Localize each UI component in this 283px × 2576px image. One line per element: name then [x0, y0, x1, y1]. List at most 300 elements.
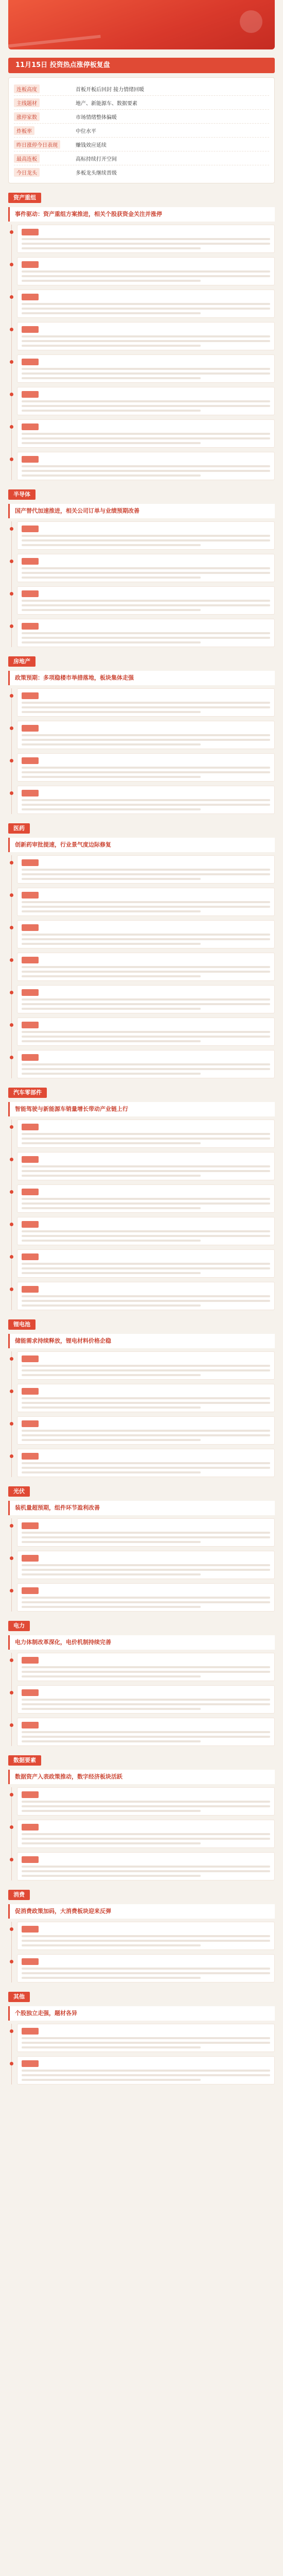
stock-name-badge [22, 1388, 39, 1395]
stock-text-line [22, 2070, 270, 2072]
stock-name-badge [22, 1054, 39, 1061]
stock-list [11, 855, 275, 1078]
stock-text-line [22, 280, 201, 282]
stock-text-line [22, 368, 270, 370]
section-lead: 政策预期：多项稳楼市举措落地，板块集体走强 [8, 671, 275, 685]
stock-text-line [22, 1138, 270, 1140]
summary-key: 今日龙头 [14, 168, 76, 177]
stock-card[interactable] [17, 1518, 275, 1547]
stock-text-line [22, 901, 270, 903]
stock-text-line [22, 1875, 201, 1877]
stock-text-line [22, 1369, 270, 1371]
stock-name-badge [22, 391, 39, 398]
banner-decoration [8, 35, 101, 49]
stock-text-line [22, 1536, 270, 1538]
stock-card[interactable] [17, 1954, 275, 1982]
stock-text-line [22, 544, 201, 546]
stock-text-line [22, 433, 270, 435]
stock-text-line [22, 1430, 270, 1432]
summary-key: 最高连板 [14, 154, 76, 163]
stock-list [11, 1120, 275, 1310]
summary-key: 连板高度 [14, 84, 76, 93]
stock-text-line [22, 442, 201, 444]
stock-card[interactable] [17, 888, 275, 916]
section-lead: 个股独立走强，题材各异 [8, 2006, 275, 2021]
stock-list [11, 1653, 275, 1746]
section-tag: 数据要素 [8, 1755, 41, 1766]
stock-text-line [22, 1207, 201, 1209]
stock-name-badge [22, 261, 39, 268]
stock-name-badge [22, 2060, 39, 2067]
summary-row [14, 151, 269, 165]
stock-name-badge [22, 1355, 39, 1362]
stock-text-line [22, 270, 270, 273]
stock-card[interactable] [17, 953, 275, 981]
stock-text-line [22, 808, 201, 810]
stock-text-line [22, 975, 201, 977]
stock-card[interactable] [17, 586, 275, 615]
stock-text-line [22, 910, 201, 912]
theme-section [8, 1486, 275, 1612]
stock-name-badge [22, 1958, 39, 1965]
stock-card[interactable] [17, 2024, 275, 2052]
stock-text-line [22, 1272, 201, 1274]
stock-text-line [22, 1439, 201, 1441]
summary-key: 炸板率 [14, 126, 76, 135]
stock-text-line [22, 1569, 270, 1571]
section-lead: 智能驾驶与新能源车销量增长带动产业链上行 [8, 1102, 275, 1116]
stock-name-badge [22, 326, 39, 333]
stock-text-line [22, 1736, 270, 1738]
stock-text-line [22, 934, 270, 936]
stock-name-badge [22, 757, 39, 764]
stock-text-line [22, 535, 270, 537]
stock-text-line [22, 1740, 201, 1742]
stock-text-line [22, 377, 201, 379]
stock-text-line [22, 1870, 270, 1872]
stock-name-badge [22, 1926, 39, 1933]
stock-text-line [22, 1175, 201, 1177]
stock-name-badge [22, 692, 39, 699]
stock-card[interactable] [17, 1282, 275, 1310]
stock-list [11, 225, 275, 480]
stock-text-line [22, 470, 270, 472]
stock-text-line [22, 275, 270, 277]
stock-text-line [22, 2037, 270, 2039]
stock-text-line [22, 1230, 270, 1232]
section-tag: 半导体 [8, 489, 36, 500]
stock-list [11, 1351, 275, 1477]
stock-text-line [22, 1434, 270, 1436]
stock-name-badge [22, 359, 39, 365]
stock-card[interactable] [17, 1249, 275, 1278]
stock-card[interactable] [17, 1416, 275, 1445]
stock-text-line [22, 873, 270, 875]
stock-text-line [22, 1699, 270, 1701]
date-title: 11月15日 投资热点涨停板复盘 [8, 58, 275, 73]
stock-name-badge [22, 456, 39, 463]
stock-card[interactable] [17, 1120, 275, 1148]
stock-text-line [22, 2046, 201, 2048]
stock-card[interactable] [17, 1922, 275, 1950]
stock-text-line [22, 308, 270, 310]
stock-text-line [22, 1165, 270, 1167]
stock-text-line [22, 1040, 201, 1042]
stock-card[interactable] [17, 1787, 275, 1816]
theme-section [8, 823, 275, 1078]
stock-card[interactable] [17, 419, 275, 448]
stock-text-line [22, 1467, 270, 1469]
stock-name-badge [22, 957, 39, 963]
stock-name-badge [22, 1453, 39, 1460]
summary-key: 主线题材 [14, 98, 76, 107]
stock-list [11, 1922, 275, 1982]
stock-card[interactable] [17, 452, 275, 480]
stock-text-line [22, 400, 270, 402]
stock-text-line [22, 1944, 201, 1946]
stock-text-line [22, 1133, 270, 1135]
stock-name-badge [22, 623, 39, 630]
stock-text-line [22, 804, 270, 806]
stock-text-line [22, 1397, 270, 1399]
stock-card[interactable] [17, 855, 275, 884]
section-lead: 电力体制改革深化，电价机制持续完善 [8, 1635, 275, 1650]
stock-card[interactable] [17, 290, 275, 318]
stock-text-line [22, 743, 201, 745]
stock-name-badge [22, 1286, 39, 1293]
stock-name-badge [22, 1522, 39, 1529]
stock-card[interactable] [17, 1685, 275, 1714]
section-tag: 房地产 [8, 656, 36, 667]
stock-text-line [22, 711, 201, 713]
stock-text-line [22, 1471, 201, 1473]
stock-text-line [22, 739, 270, 741]
stock-text-line [22, 1601, 270, 1603]
stock-text-line [22, 1142, 201, 1144]
stock-name-badge [22, 1824, 39, 1831]
stock-name-badge [22, 1657, 39, 1664]
section-tag: 消费 [8, 1890, 30, 1900]
stock-text-line [22, 303, 270, 305]
stock-text-line [22, 1675, 201, 1677]
stock-list [11, 688, 275, 814]
stock-name-badge [22, 229, 39, 235]
stock-text-line [22, 998, 270, 1001]
theme-section [8, 1319, 275, 1477]
stock-card[interactable] [17, 354, 275, 383]
stock-text-line [22, 247, 201, 249]
stock-text-line [22, 577, 201, 579]
stock-name-badge [22, 590, 39, 597]
stock-text-line [22, 1731, 270, 1733]
stock-text-line [22, 1708, 201, 1710]
stock-text-line [22, 799, 270, 801]
stock-list [11, 2024, 275, 2084]
stock-name-badge [22, 423, 39, 430]
stock-card[interactable] [17, 257, 275, 285]
stock-text-line [22, 1365, 270, 1367]
stock-text-line [22, 1810, 201, 1812]
section-lead: 创新药审批提速，行业景气度边际修复 [8, 838, 275, 852]
stock-text-line [22, 465, 270, 467]
section-tag: 资产重组 [8, 193, 41, 203]
stock-card[interactable] [17, 920, 275, 948]
theme-section [8, 1621, 275, 1746]
stock-card[interactable] [17, 521, 275, 550]
stock-text-line [22, 1940, 270, 1942]
stock-text-line [22, 609, 201, 611]
stock-text-line [22, 1972, 270, 1974]
stock-text-line [22, 1068, 270, 1070]
theme-section [8, 1992, 275, 2084]
summary-value: 市场情绪整体偏暖 [76, 114, 117, 121]
stock-name-badge [22, 1856, 39, 1863]
stock-text-line [22, 702, 270, 704]
stock-text-line [22, 1597, 270, 1599]
stock-text-line [22, 1573, 201, 1575]
stock-text-line [22, 1838, 270, 1840]
stock-text-line [22, 1532, 270, 1534]
stock-text-line [22, 243, 270, 245]
stock-card[interactable] [17, 786, 275, 814]
stock-text-line [22, 474, 201, 477]
section-tag: 其他 [8, 1992, 30, 2002]
stock-card[interactable] [17, 619, 275, 647]
theme-section [8, 193, 275, 480]
stock-card[interactable] [17, 1384, 275, 1412]
stock-text-line [22, 1063, 270, 1065]
stock-name-badge [22, 892, 39, 899]
stock-text-line [22, 1202, 270, 1205]
summary-row [14, 82, 269, 96]
summary-value: 多板龙头继续晋级 [76, 170, 117, 176]
stock-text-line [22, 340, 270, 342]
stock-card[interactable] [17, 688, 275, 717]
section-lead: 国产替代加速推进，相关公司订单与业绩预期改善 [8, 504, 275, 518]
section-tag: 锂电池 [8, 1319, 36, 1330]
stock-text-line [22, 1267, 270, 1269]
summary-row [14, 110, 269, 124]
stock-text-line [22, 604, 270, 606]
stock-text-line [22, 1003, 270, 1005]
theme-section [8, 489, 275, 647]
stock-name-badge [22, 1221, 39, 1228]
stock-card[interactable] [17, 985, 275, 1013]
section-lead: 促消费政策加码，大消费板块迎来反弹 [8, 1904, 275, 1919]
section-lead: 装机量超预期，组件环节盈利改善 [8, 1501, 275, 1515]
stock-text-line [22, 1198, 270, 1200]
stock-text-line [22, 238, 270, 240]
stock-list [11, 1518, 275, 1612]
summary-value: 地产、新能源车、数据要素 [76, 100, 137, 107]
stock-text-line [22, 335, 270, 337]
stock-card[interactable] [17, 1820, 275, 1848]
stock-text-line [22, 767, 270, 769]
stock-card[interactable] [17, 753, 275, 782]
summary-value: 中位水平 [76, 128, 96, 134]
stock-text-line [22, 641, 201, 643]
section-lead: 事件驱动：资产重组方案推进，相关个股获资金关注并涨停 [8, 207, 275, 222]
stock-name-badge [22, 1587, 39, 1594]
stock-card[interactable] [17, 1852, 275, 1880]
stock-text-line [22, 771, 270, 773]
stock-text-line [22, 372, 270, 375]
stock-name-badge [22, 989, 39, 996]
stock-text-line [22, 1833, 270, 1835]
stock-text-line [22, 1703, 270, 1705]
stock-text-line [22, 1666, 270, 1668]
stock-text-line [22, 1866, 270, 1868]
stock-text-line [22, 1235, 270, 1237]
stock-text-line [22, 734, 270, 736]
stock-name-badge [22, 526, 39, 532]
theme-section [8, 1755, 275, 1880]
theme-section [8, 656, 275, 814]
stock-text-line [22, 1801, 270, 1803]
stock-card[interactable] [17, 1551, 275, 1579]
summary-row [14, 124, 269, 138]
stock-name-badge [22, 1189, 39, 1195]
stock-text-line [22, 1462, 270, 1464]
stock-text-line [22, 1263, 270, 1265]
stock-text-line [22, 1564, 270, 1566]
section-lead: 数据资产入表政策推动，数字经济板块活跃 [8, 1770, 275, 1784]
stock-name-badge [22, 2028, 39, 2035]
section-tag: 汽车零部件 [8, 1088, 47, 1098]
stock-text-line [22, 1977, 201, 1979]
section-tag: 电力 [8, 1621, 30, 1631]
stock-text-line [22, 632, 270, 634]
stock-text-line [22, 1240, 201, 1242]
stock-text-line [22, 572, 270, 574]
stock-text-line [22, 1968, 270, 1970]
stock-text-line [22, 1036, 270, 1038]
stock-name-badge [22, 294, 39, 300]
header-banner [8, 0, 275, 49]
stock-text-line [22, 1406, 201, 1409]
stock-text-line [22, 706, 270, 708]
stock-card[interactable] [17, 1018, 275, 1046]
stock-text-line [22, 1295, 270, 1297]
summary-row [14, 165, 269, 179]
stock-text-line [22, 1402, 270, 1404]
stock-text-line [22, 437, 270, 439]
stock-text-line [22, 1374, 201, 1376]
stock-text-line [22, 869, 270, 871]
theme-section [8, 1890, 275, 1982]
stock-card[interactable] [17, 1184, 275, 1213]
section-lead: 储能需求持续释放，锂电材料价格企稳 [8, 1334, 275, 1348]
stock-text-line [22, 1935, 270, 1937]
stock-card[interactable] [17, 1152, 275, 1180]
summary-row [14, 96, 269, 110]
stock-list [11, 1787, 275, 1880]
summary-value: 高标持续打开空间 [76, 156, 117, 162]
section-tag: 光伏 [8, 1486, 30, 1497]
stock-card[interactable] [17, 322, 275, 350]
stock-text-line [22, 1606, 201, 1608]
stock-text-line [22, 1170, 270, 1172]
stock-name-badge [22, 1791, 39, 1798]
summary-value: 赚钱效应延续 [76, 142, 107, 148]
stock-name-badge [22, 924, 39, 931]
stock-name-badge [22, 1722, 39, 1728]
sections-list [8, 193, 275, 2084]
stock-card[interactable] [17, 1718, 275, 1746]
stock-card[interactable] [17, 1050, 275, 1078]
stock-name-badge [22, 790, 39, 796]
stock-text-line [22, 567, 270, 569]
stock-text-line [22, 405, 270, 407]
stock-name-badge [22, 1253, 39, 1260]
stock-card[interactable] [17, 225, 275, 253]
stock-text-line [22, 938, 270, 940]
summary-value: 首板开板后回封 接力情绪回暖 [76, 87, 145, 93]
stock-list [11, 521, 275, 647]
stock-text-line [22, 1842, 201, 1844]
logo-icon [240, 10, 262, 33]
stock-text-line [22, 943, 201, 945]
summary-row [14, 138, 269, 151]
stock-text-line [22, 1304, 201, 1307]
stock-name-badge [22, 558, 39, 565]
stock-card[interactable] [17, 721, 275, 749]
stock-text-line [22, 1073, 201, 1075]
stock-text-line [22, 2074, 270, 2076]
stock-card[interactable] [17, 1351, 275, 1380]
stock-text-line [22, 637, 270, 639]
stock-name-badge [22, 1555, 39, 1562]
stock-card[interactable] [17, 1217, 275, 1245]
stock-card[interactable] [17, 387, 275, 415]
stock-name-badge [22, 1124, 39, 1130]
stock-name-badge [22, 1022, 39, 1028]
stock-text-line [22, 2042, 270, 2044]
stock-text-line [22, 345, 201, 347]
stock-text-line [22, 1008, 201, 1010]
stock-text-line [22, 1805, 270, 1807]
stock-text-line [22, 1671, 270, 1673]
stock-text-line [22, 539, 270, 541]
stock-name-badge [22, 1156, 39, 1163]
stock-text-line [22, 1300, 270, 1302]
stock-card[interactable] [17, 1653, 275, 1681]
stock-text-line [22, 776, 201, 778]
stock-card[interactable] [17, 2056, 275, 2084]
stock-text-line [22, 312, 201, 314]
stock-text-line [22, 1541, 201, 1543]
summary-key: 涨停家数 [14, 112, 76, 121]
summary-table [8, 77, 275, 183]
stock-text-line [22, 878, 201, 880]
stock-text-line [22, 906, 270, 908]
stock-card[interactable] [17, 554, 275, 582]
summary-key: 昨日涨停今日表现 [14, 140, 76, 149]
stock-text-line [22, 966, 270, 968]
stock-name-badge [22, 725, 39, 732]
theme-section [8, 1088, 275, 1310]
stock-card[interactable] [17, 1449, 275, 1477]
stock-text-line [22, 971, 270, 973]
stock-text-line [22, 1031, 270, 1033]
stock-card[interactable] [17, 1583, 275, 1612]
section-tag: 医药 [8, 823, 30, 834]
stock-name-badge [22, 1689, 39, 1696]
stock-text-line [22, 600, 270, 602]
stock-name-badge [22, 859, 39, 866]
stock-name-badge [22, 1420, 39, 1427]
stock-text-line [22, 2079, 201, 2081]
